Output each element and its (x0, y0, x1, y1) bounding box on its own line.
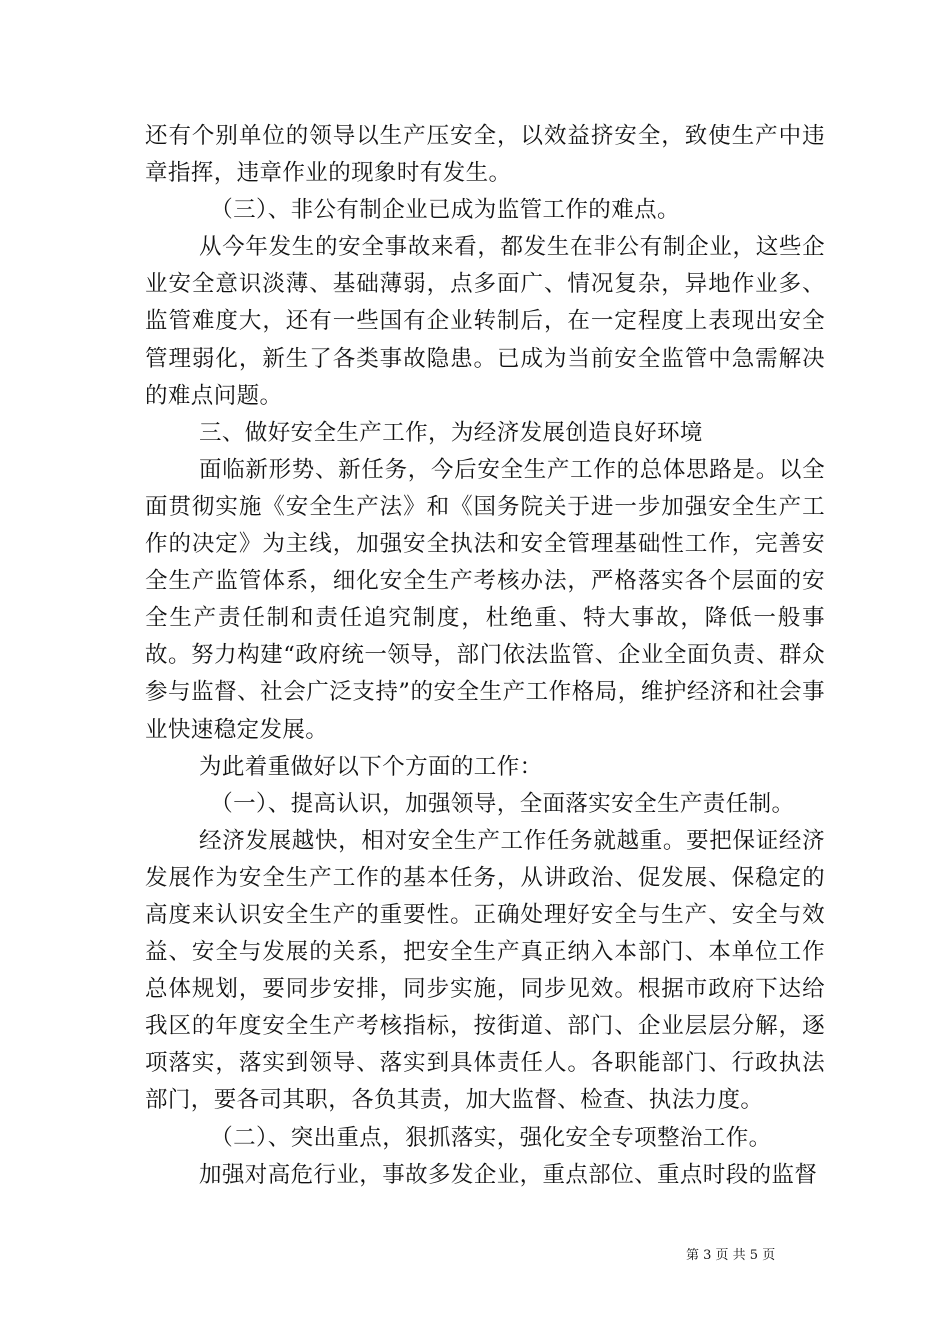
paragraph-overall-approach: 面临新形势、新任务，今后安全生产工作的总体思路是。以全面贯彻实施《安全生产法》和《国务院关于进一步加强安全生产工作的决定》为主线，加强安全执法和安全管理基础性工作，完善安全生产监管体系，细化安全生产考核办法，严格落实各个层面的安全生产责任制和责任追究制度，杜绝重、特大事故，降低一般事故。努力构建“政府统一领导，部门依法监管、企业全面负责、群众参与监督、社会广泛支持”的安全生产工作格局，维护经济和社会事业快速稳定发展。 (145, 456, 825, 743)
paragraph-nonpublic-enterprises: 从今年发生的安全事故来看，都发生在非公有制企业，这些企业安全意识淡薄、基础薄弱，点多面广、情况复杂，异地作业多、监管难度大，还有一些国有企业转制后，在一定程度上表现出安全管理弱化，新生了各类事故隐患。已成为当前安全监管中急需解决的难点问题。 (145, 234, 825, 409)
subheading-one: （一）、提高认识，加强领导，全面落实安全生产责任制。 (210, 790, 795, 817)
section-heading-three: 三、做好安全生产工作，为经济发展创造良好环境 (199, 419, 703, 446)
paragraph-continuation: 还有个别单位的领导以生产压安全，以效益挤安全，致使生产中违章指挥，违章作业的现象时有发生。 (145, 123, 825, 187)
paragraph-work-intro: 为此着重做好以下个方面的工作： (199, 753, 543, 780)
subheading-two: （二）、突出重点，狠抓落实，强化安全专项整治工作。 (210, 1124, 772, 1151)
document-body (145, 118, 825, 1194)
page-number: 第 3 页 共 5 页 (686, 1248, 776, 1263)
subheading-three: （三）、非公有制企业已成为监管工作的难点。 (210, 197, 680, 224)
paragraph-responsibility: 经济发展越快，相对安全生产工作任务就越重。要把保证经济发展作为安全生产工作的基本任务，从讲政治、促发展、保稳定的高度来认识安全生产的重要性。正确处理好安全与生产、安全与效益、安全与发展的关系，把安全生产真正纳入本部门、本单位工作总体规划，要同步安排，同步实施，同步见效。根据市政府下达给我区的年度安全生产考核指标，按街道、部门、企业层层分解，逐项落实，落实到领导、落实到具体责任人。各职能部门、行政执法部门，要各司其职，各负其责，加大监督、检查、执法力度。 (145, 827, 825, 1114)
paragraph-supervision: 加强对高危行业，事故多发企业，重点部位、重点时段的监督 (199, 1161, 818, 1188)
